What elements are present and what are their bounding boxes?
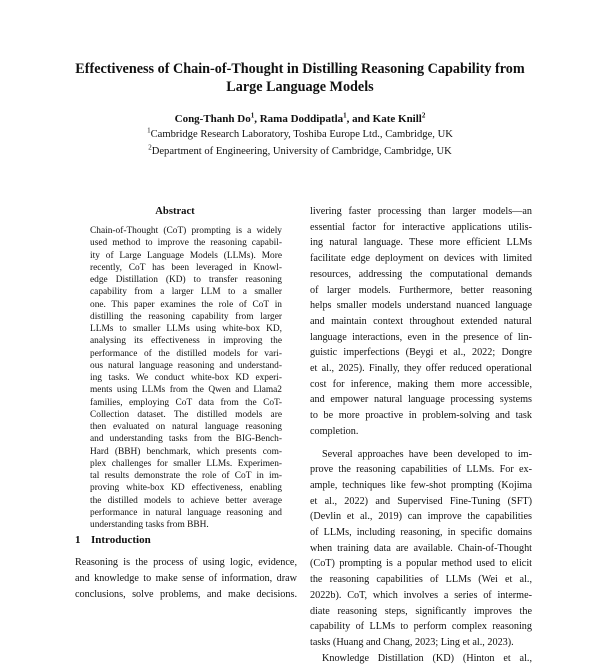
paragraph-2: [310, 447, 532, 651]
author-2: Rama Doddipatla: [259, 113, 344, 125]
text-line: and empower natural language processing systems: [310, 394, 532, 406]
text-line: (Devlin et al., 2019) can improve the capabilities: [310, 511, 532, 523]
author-1: Cong-Thanh Do: [174, 113, 251, 125]
text-line: performance of the distilled models for vari-: [90, 348, 282, 359]
text-line: one. This paper examines the role of CoT in: [90, 299, 282, 310]
introduction-body: [75, 555, 297, 603]
text-line: et al., 2022) and Supervised Fine-Tuning (SFT): [310, 495, 532, 507]
author-separator: ,: [254, 113, 260, 125]
affiliation-2-marker: 2: [148, 143, 152, 152]
title-line-2: Large Language Models: [226, 79, 374, 95]
text-line: understanding tasks from BBH.: [90, 520, 209, 530]
text-line: helps smaller models understand nuanced language: [310, 300, 532, 312]
text-line: ous natural language reasoning and understand-: [90, 360, 282, 371]
author-1-affiliation: 1: [250, 111, 255, 120]
text-line: Reasoning is the process of using logic, evidence,: [75, 557, 297, 568]
abstract-body: [90, 225, 282, 531]
text-line: families, employing CoT data from the CoT-: [90, 397, 282, 408]
affiliation-1-marker: 1: [147, 126, 151, 135]
text-line: Collection dataset. The distilled models are: [90, 409, 282, 420]
text-line: Knowledge Distillation (KD) (Hinton et al.,: [322, 652, 532, 664]
text-line: diate reasoning steps, significantly improves the: [310, 605, 532, 617]
text-line: distilling the reasoning capability from larger: [90, 311, 282, 322]
section-title: Introduction: [91, 534, 151, 546]
text-line: 2022b). CoT, which involves a series of interme-: [310, 589, 532, 601]
text-line: facilitate edge deployment on devices with limited: [310, 253, 532, 265]
text-line: and knowledge to make sense of information, draw: [75, 573, 297, 584]
text-line: the distilled models to achieve better average: [90, 495, 282, 506]
text-line: and maintain context throughout extended natural: [310, 315, 532, 327]
text-line: completion.: [310, 425, 359, 437]
text-line: resources, addressing the computational demands: [310, 268, 532, 280]
text-line: edge Distillation (KD) to transfer reasoning: [90, 275, 282, 285]
section-heading-introduction: [75, 534, 151, 546]
author-list: Cong-Thanh Do$^1$, Rama Doddipatla$^1$, and Kate Knill$^2$: [174, 111, 426, 125]
text-line: when training data are available. Chain-of-Thought: [310, 542, 532, 554]
text-line: ing tasks. We conduct white-box KD experi-: [90, 373, 282, 383]
right-column-body: [310, 204, 532, 666]
text-line: Hard (BBH) benchmark, which presents com-: [90, 446, 282, 457]
paragraph-1: [310, 204, 532, 440]
affiliation-1-text: Cambridge Research Laboratory, Toshiba Europe Ltd., Cambridge, UK: [150, 129, 453, 140]
text-line: language interactions, even in the presence of lin-: [310, 331, 532, 343]
text-line: prove the reasoning capabilities of LLMs. For ex-: [310, 464, 532, 476]
text-line: livering faster processing than larger models—an: [310, 206, 532, 217]
text-line: ing natural language. These more efficient LLMs: [310, 237, 532, 249]
text-line: tasks (Huang and Chang, 2023; Ling et al., 2023).: [310, 636, 514, 648]
text-line: LLMs to smaller LLMs using white-box KD,: [90, 324, 282, 334]
text-line: cost for inference, making them more accessible,: [310, 378, 532, 390]
text-line: of LLMs, including reasoning, in specific domains: [310, 527, 532, 539]
text-line: Chain-of-Thought (CoT) prompting is a widely: [90, 226, 282, 236]
section-number: 1: [75, 534, 81, 546]
text-line: ments using LLMs from the Qwen and Llama2: [90, 385, 282, 396]
text-line: capability from a larger LLM to a smaller: [90, 287, 282, 298]
text-line: plex challenges for smaller LLMs. Experimen-: [90, 458, 282, 469]
author-3-affiliation: 2: [421, 111, 426, 120]
text-line: et al., 2025). Finally, they offer reduced operational: [310, 363, 532, 375]
text-line: performance in natural language reasoning and: [90, 507, 282, 518]
affiliation-2-text: Department of Engineering, University of Cambridge, Cambridge, UK: [151, 146, 452, 157]
text-line: (CoT) prompting is a popular method used to elicit: [310, 558, 532, 570]
affiliation-1: [40, 128, 560, 142]
author-2-affiliation: 1: [343, 111, 347, 120]
title-line-1: Effectiveness of Chain-of-Thought in Distilling Reasoning Capability from: [75, 61, 525, 77]
text-line: then evaluated on natural language reasoning: [90, 422, 282, 432]
text-line: of larger models. Furthermore, better reasoning: [310, 284, 532, 296]
text-line: essential factor for interactive applications utilis-: [310, 221, 532, 233]
paragraph-3: [310, 651, 532, 666]
text-line: conclusions, solve problems, and make decisions.: [75, 589, 297, 600]
text-line: used method to improve the reasoning capabil-: [90, 238, 282, 249]
text-line: and understanding tasks from the BIG-Bench-: [90, 434, 282, 445]
abstract-heading: Abstract: [155, 206, 195, 217]
text-line: Several approaches have been developed to im-: [322, 448, 532, 460]
text-line: to be more proactive in problem-solving and task: [310, 410, 532, 422]
text-line: proving white-box KD effectiveness, enabling: [90, 483, 282, 494]
author-3: and Kate Knill: [352, 113, 422, 125]
affiliation-2: [40, 145, 560, 159]
text-line: the reasoning capabilities of LLMs (Wei et al.,: [310, 574, 532, 586]
text-line: guistic imperfections (Beygi et al., 2022; Dongre: [310, 347, 532, 359]
text-line: analysing its effectiveness in improving the: [90, 336, 282, 347]
text-line: tal results demonstrate the role of CoT in im-: [90, 471, 282, 481]
paper-title: [40, 60, 560, 96]
text-line: recently, CoT has been leveraged in Knowl-: [90, 262, 282, 273]
text-line: ample, techniques like few-shot prompting (Kojima: [310, 479, 532, 491]
text-line: capability of LLMs to perform complex reasoning: [310, 621, 532, 633]
text-line: ity of Large Language Models (LLMs). More: [90, 250, 282, 261]
